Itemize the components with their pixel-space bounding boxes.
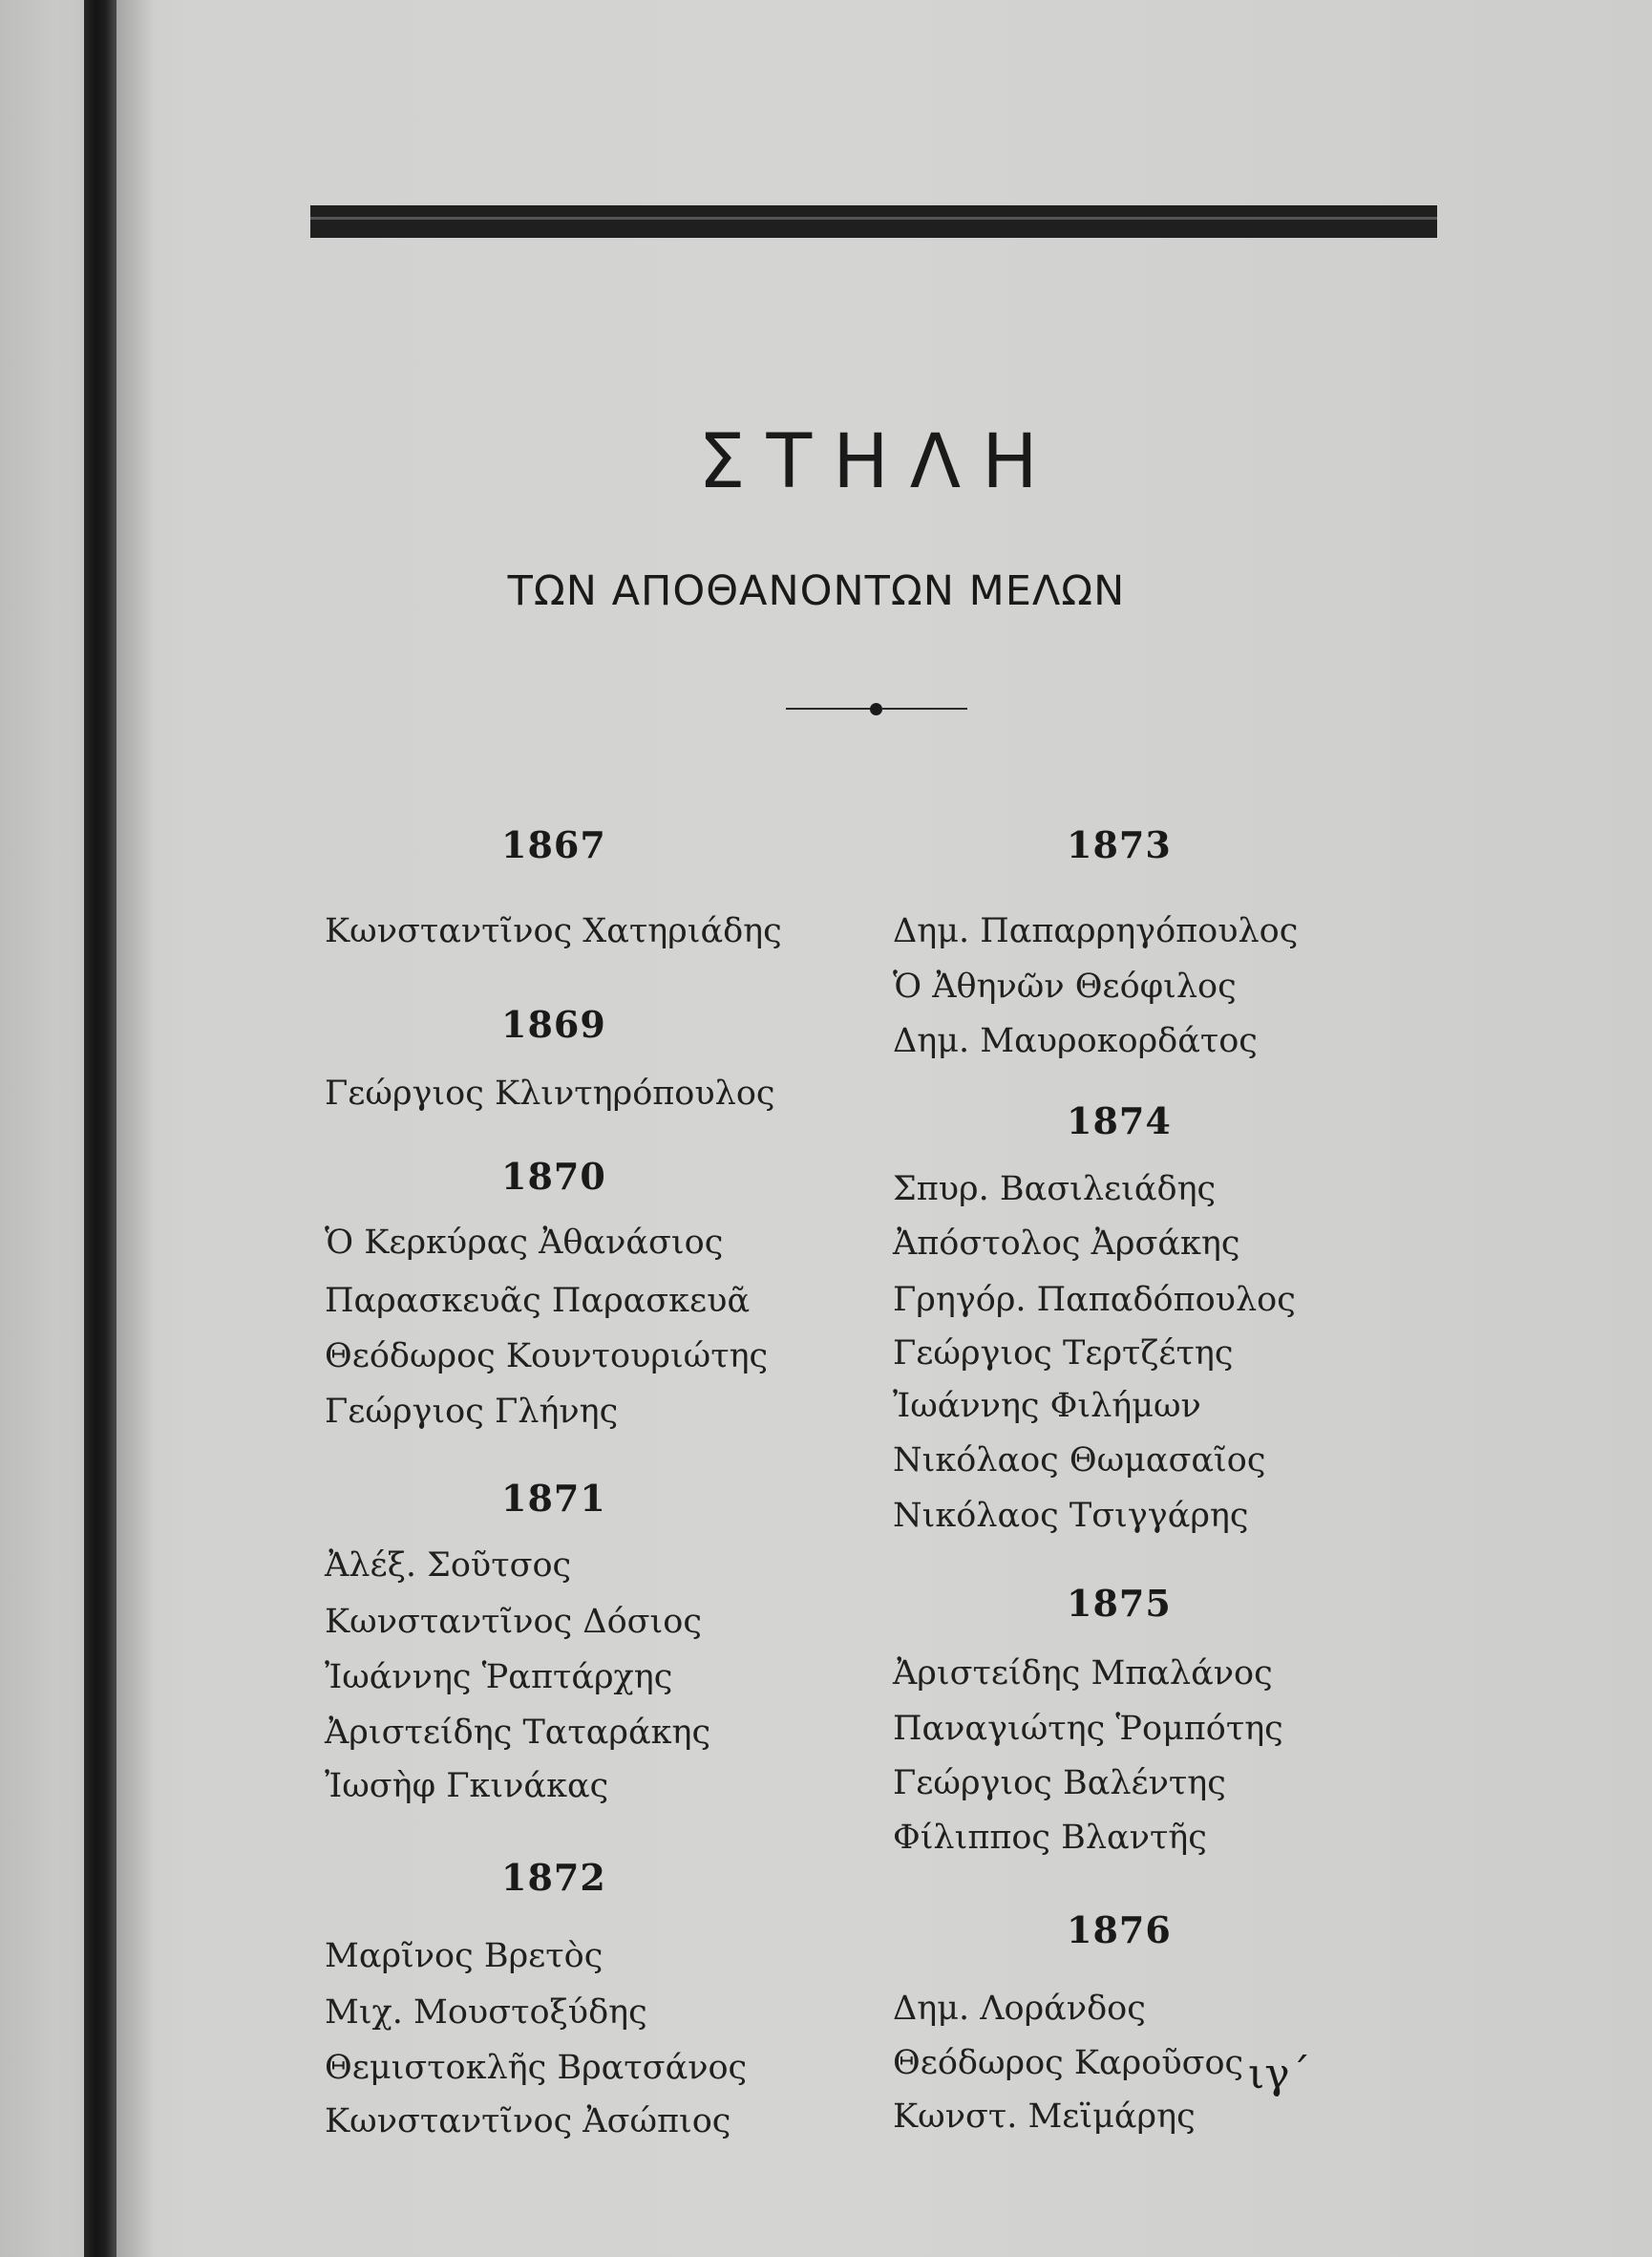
list-item: Ἰωάννης Φιλήμων	[893, 1387, 1201, 1425]
list-item: Ἀριστείδης Μπαλάνος	[893, 1654, 1273, 1693]
left-page-edge	[0, 0, 84, 2257]
page-subtitle: ΤΩΝ ΑΠΟΘΑΝΟΝΤΩΝ ΜΕΛΩΝ	[507, 567, 1126, 615]
list-item: Κωνσταντῖνος Δόσιος	[325, 1603, 702, 1641]
list-item: Κωνσταντῖνος Ἀσώπιος	[325, 2102, 731, 2140]
list-item: Φίλιππος Βλαντῆς	[893, 1819, 1207, 1857]
list-item: Δημ. Παπαρρηγόπουλος	[893, 912, 1299, 950]
ornament-divider	[786, 700, 967, 717]
list-item: Γεώργιος Γλήνης	[325, 1393, 619, 1431]
list-item: Γεώργιος Τερτζέτης	[893, 1334, 1234, 1373]
list-item: Ὁ Ἀθηνῶν Θεόφιλος	[893, 968, 1237, 1006]
year-heading: 1869	[501, 1003, 606, 1046]
list-item: Θεμιστοκλῆς Βρατσάνος	[325, 2049, 748, 2087]
list-item: Θεόδωρος Κουντουριώτης	[325, 1337, 769, 1375]
list-item: Νικόλαος Τσιγγάρης	[893, 1497, 1249, 1535]
list-item: Νικόλαος Θωμασαῖος	[893, 1441, 1266, 1480]
list-item: Παρασκευᾶς Παρασκευᾶ	[325, 1282, 751, 1320]
list-item: Κωνσταντῖνος Χατηριάδης	[325, 912, 782, 950]
year-heading: 1875	[1067, 1582, 1172, 1625]
year-heading: 1874	[1067, 1099, 1172, 1142]
list-item: Μαρῖνος Βρετὸς	[325, 1937, 604, 1975]
year-heading: 1876	[1067, 1908, 1172, 1951]
list-item: Δημ. Λοράνδος	[893, 1990, 1146, 2028]
list-item: Ἀπόστολος Ἀρσάκης	[893, 1224, 1240, 1263]
list-item: Ἰωάννης Ῥαπτάρχης	[325, 1658, 673, 1696]
list-item: Ἀριστείδης Ταταράκης	[325, 1714, 711, 1752]
list-item: Θεόδωρος Καροῦσος	[893, 2044, 1244, 2082]
list-item: Δημ. Μαυροκορδάτος	[893, 1022, 1258, 1060]
list-item: Σπυρ. Βασιλειάδης	[893, 1170, 1217, 1208]
top-rule	[310, 205, 1437, 238]
list-item: Ἀλέξ. Σοῦτσος	[325, 1546, 572, 1585]
list-item: Μιχ. Μουστοξύδης	[325, 1993, 647, 2032]
page-number: ιγ΄	[1248, 2050, 1311, 2098]
year-heading: 1867	[501, 823, 606, 866]
list-item: Γεώργιος Βαλέντης	[893, 1764, 1226, 1802]
year-heading: 1871	[501, 1477, 606, 1520]
list-item: Κωνστ. Μεϊμάρης	[893, 2097, 1196, 2136]
year-heading: 1872	[501, 1856, 606, 1899]
spine-shadow	[116, 0, 155, 2257]
list-item: Γρηγόρ. Παπαδόπουλος	[893, 1281, 1296, 1319]
book-spine	[84, 0, 116, 2257]
ornament-line-right	[881, 708, 967, 710]
list-item: Παναγιώτης Ῥομπότης	[893, 1710, 1283, 1748]
year-heading: 1873	[1067, 823, 1172, 866]
list-item: Ἰωσὴφ Γκινάκας	[325, 1767, 609, 1805]
ornament-line-left	[786, 708, 874, 710]
page-title: ΣΤΗΛΗ	[698, 419, 1059, 505]
list-item: Ὁ Κερκύρας Ἀθανάσιος	[325, 1224, 724, 1262]
list-item: Γεώργιος Κλιντηρόπουλος	[325, 1075, 775, 1113]
year-heading: 1870	[501, 1155, 606, 1198]
